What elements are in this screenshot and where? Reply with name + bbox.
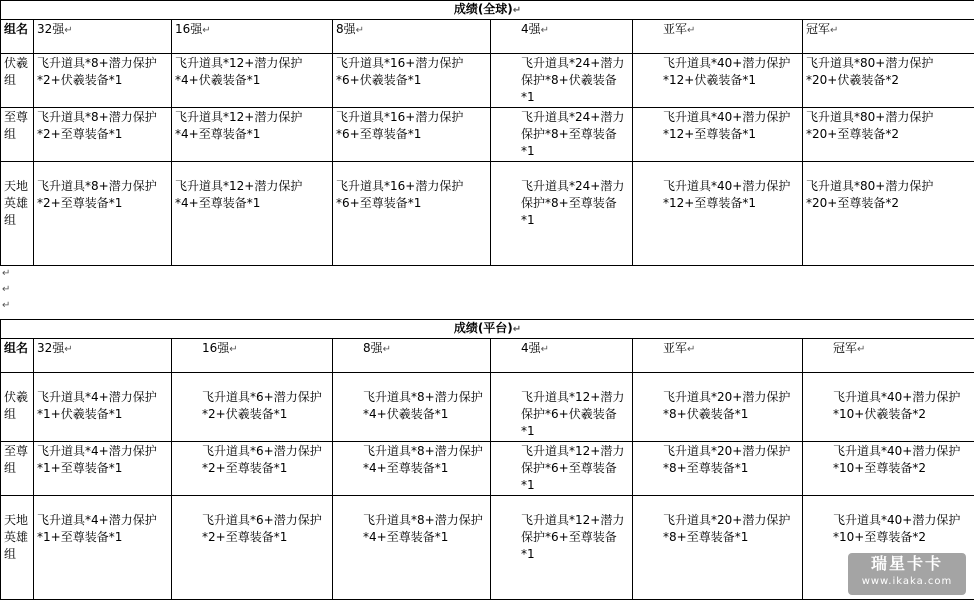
empty-paragraph-mark: ↵ — [2, 284, 11, 295]
reward-cell: 飞升道具*8+潜力保护*2+至尊装备*1 — [34, 108, 172, 162]
table-row — [1, 162, 974, 266]
header-cell-champion: 冠军↵ — [803, 20, 974, 54]
group-name-cell: 伏羲组 — [1, 373, 34, 442]
header-cell-runner-up: 亚军↵ — [633, 20, 803, 54]
table-row — [1, 54, 974, 108]
header-cell-top8: 8强↵ — [333, 20, 491, 54]
header-cell-top8: 8强↵ — [333, 339, 491, 373]
reward-cell: 飞升道具*8+潜力保护*4+至尊装备*1 — [333, 496, 491, 600]
header-cell-top4: 4强↵ — [491, 339, 633, 373]
table-row — [1, 373, 974, 442]
header-cell-group: 组名 — [1, 20, 34, 54]
results-table-global — [0, 0, 974, 266]
reward-cell: 飞升道具*6+潜力保护*2+至尊装备*1 — [172, 496, 333, 600]
table-row — [1, 442, 974, 496]
reward-cell: 飞升道具*20+潜力保护*8+至尊装备*1 — [633, 496, 803, 600]
reward-cell: 飞升道具*8+潜力保护*2+至尊装备*1 — [34, 162, 172, 266]
reward-cell: 飞升道具*40+潜力保护*10+至尊装备*2 — [803, 496, 974, 600]
header-cell-top32: 32强↵ — [34, 339, 172, 373]
group-name-cell: 至尊组 — [1, 108, 34, 162]
header-cell-runner-up: 亚军↵ — [633, 339, 803, 373]
reward-cell: 飞升道具*40+潜力保护*10+至尊装备*2 — [803, 442, 974, 496]
reward-cell: 飞升道具*24+潜力保护*8+至尊装备*1 — [491, 108, 633, 162]
reward-cell: 飞升道具*40+潜力保护*10+伏羲装备*2 — [803, 373, 974, 442]
reward-cell: 飞升道具*6+潜力保护*2+至尊装备*1 — [172, 442, 333, 496]
reward-cell: 飞升道具*4+潜力保护*1+至尊装备*1 — [34, 442, 172, 496]
reward-cell: 飞升道具*12+潜力保护*6+至尊装备*1 — [491, 442, 633, 496]
reward-cell: 飞升道具*80+潜力保护*20+至尊装备*2 — [803, 162, 974, 266]
table-row — [1, 496, 974, 600]
watermark-brand: 瑞星卡卡 — [870, 554, 943, 573]
reward-cell: 飞升道具*40+潜力保护*12+至尊装备*1 — [633, 162, 803, 266]
results-table-platform — [0, 319, 974, 600]
reward-cell: 飞升道具*16+潜力保护*6+至尊装备*1 — [333, 162, 491, 266]
reward-cell: 飞升道具*8+潜力保护*4+伏羲装备*1 — [333, 373, 491, 442]
reward-cell: 飞升道具*4+潜力保护*1+至尊装备*1 — [34, 496, 172, 600]
header-cell-champion: 冠军↵ — [803, 339, 974, 373]
reward-cell: 飞升道具*40+潜力保护*12+伏羲装备*1 — [633, 54, 803, 108]
reward-cell: 飞升道具*80+潜力保护*20+至尊装备*2 — [803, 108, 974, 162]
reward-cell: 飞升道具*12+潜力保护*4+至尊装备*1 — [172, 108, 333, 162]
watermark-logo — [848, 553, 966, 595]
reward-cell: 飞升道具*12+潜力保护*4+至尊装备*1 — [172, 162, 333, 266]
header-cell-top16: 16强↵ — [172, 339, 333, 373]
header-cell-top4: 4强↵ — [491, 20, 633, 54]
reward-cell: 飞升道具*40+潜力保护*12+至尊装备*1 — [633, 108, 803, 162]
group-name-cell: 天地英雄组 — [1, 162, 34, 266]
reward-cell: 飞升道具*24+潜力保护*8+至尊装备*1 — [491, 162, 633, 266]
reward-cell: 飞升道具*20+潜力保护*8+伏羲装备*1 — [633, 373, 803, 442]
reward-cell: 飞升道具*12+潜力保护*6+伏羲装备*1 — [491, 373, 633, 442]
empty-paragraph-mark: ↵ — [2, 300, 11, 311]
table-title: 成绩(平台)↵ — [1, 320, 974, 339]
reward-cell: 飞升道具*16+潜力保护*6+至尊装备*1 — [333, 108, 491, 162]
group-name-cell: 天地英雄组 — [1, 496, 34, 600]
reward-cell: 飞升道具*8+潜力保护*2+伏羲装备*1 — [34, 54, 172, 108]
reward-cell: 飞升道具*4+潜力保护*1+伏羲装备*1 — [34, 373, 172, 442]
reward-cell: 飞升道具*24+潜力保护*8+伏羲装备*1 — [491, 54, 633, 108]
header-cell-group: 组名 — [1, 339, 34, 373]
header-cell-top32: 32强↵ — [34, 20, 172, 54]
reward-cell: 飞升道具*12+潜力保护*4+伏羲装备*1 — [172, 54, 333, 108]
group-name-cell: 伏羲组 — [1, 54, 34, 108]
table-row — [1, 108, 974, 162]
group-name-cell: 至尊组 — [1, 442, 34, 496]
empty-paragraph-mark: ↵ — [2, 268, 11, 279]
reward-cell: 飞升道具*16+潜力保护*6+伏羲装备*1 — [333, 54, 491, 108]
reward-cell: 飞升道具*12+潜力保护*6+至尊装备*1 — [491, 496, 633, 600]
table-title: 成绩(全球)↵ — [1, 1, 974, 20]
reward-cell: 飞升道具*8+潜力保护*4+至尊装备*1 — [333, 442, 491, 496]
reward-cell: 飞升道具*80+潜力保护*20+伏羲装备*2 — [803, 54, 974, 108]
reward-cell: 飞升道具*6+潜力保护*2+伏羲装备*1 — [172, 373, 333, 442]
watermark-url: www.ikaka.com — [861, 576, 953, 587]
header-cell-top16: 16强↵ — [172, 20, 333, 54]
reward-cell: 飞升道具*20+潜力保护*8+至尊装备*1 — [633, 442, 803, 496]
